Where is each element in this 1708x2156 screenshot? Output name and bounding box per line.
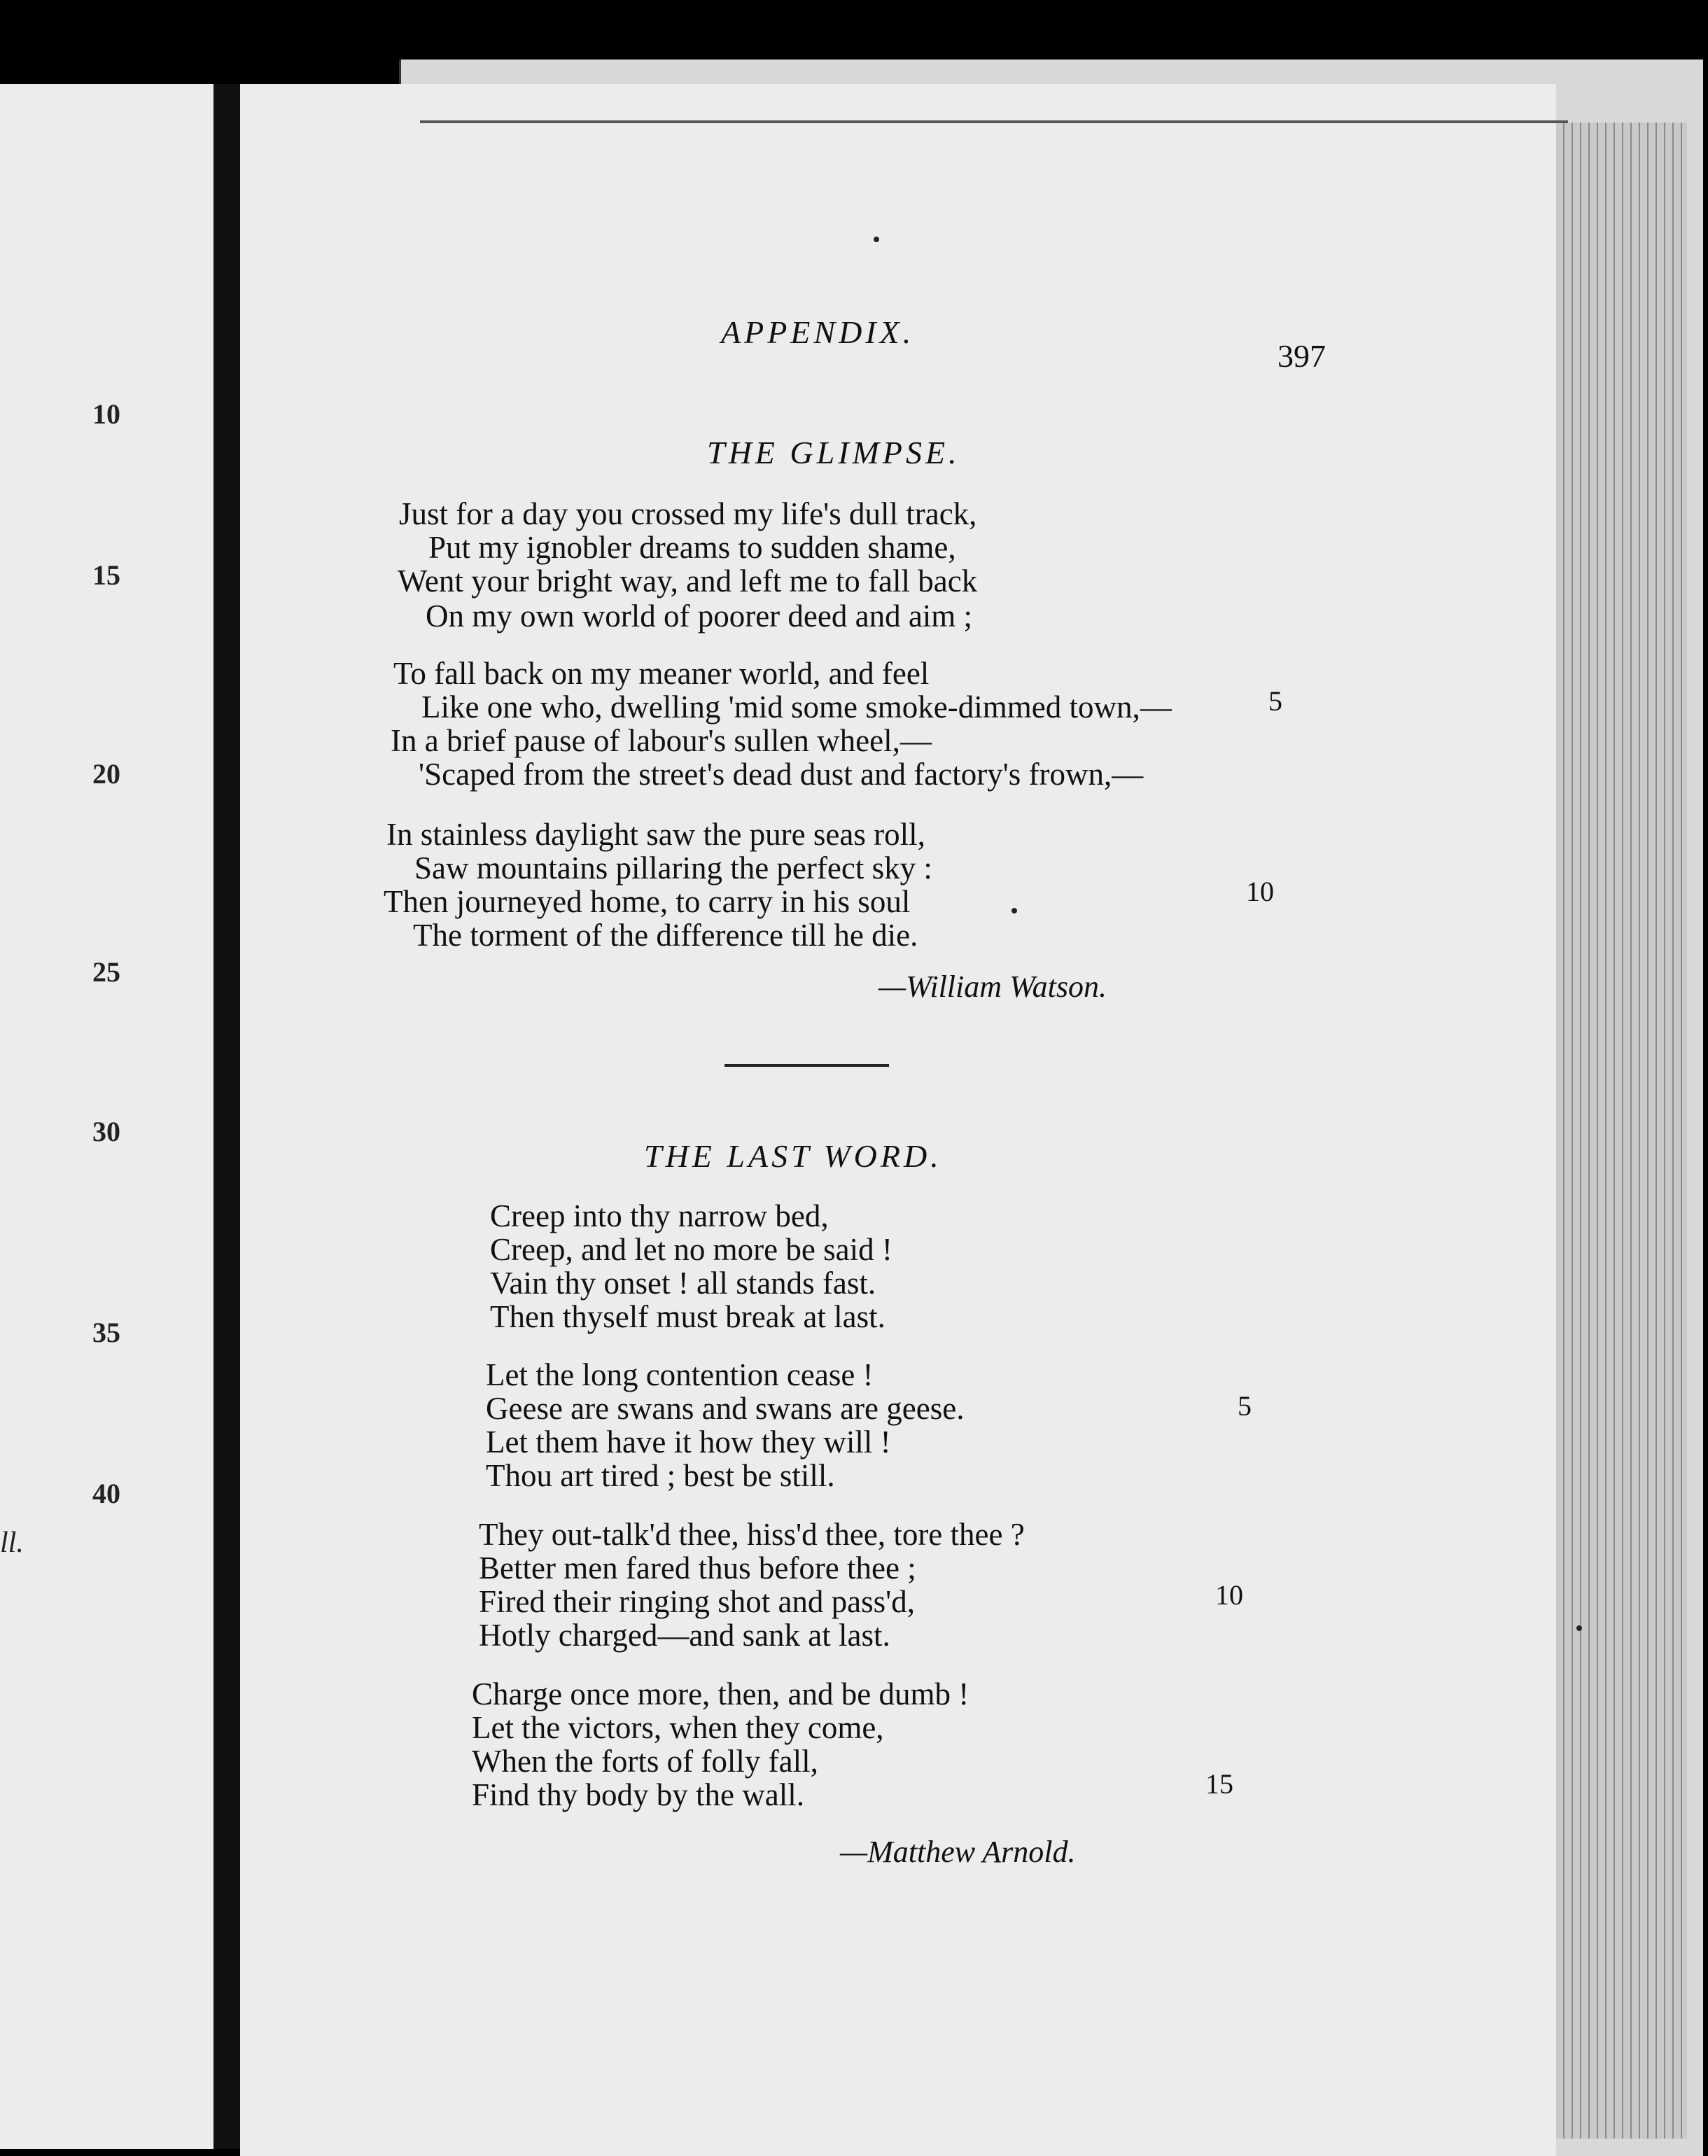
left-text-fragment: ll. <box>0 1527 24 1559</box>
poem-line: Let the long contention cease ! <box>486 1357 874 1392</box>
poem-line: Then thyself must break at last. <box>490 1299 886 1334</box>
poem-line: They out-talk'd thee, hiss'd thee, tore thee ? <box>479 1517 1025 1552</box>
left-line-number: 30 <box>92 1116 120 1147</box>
poem-line: Hotly charged—and sank at last. <box>479 1618 890 1653</box>
poem-line: Saw mountains pillaring the perfect sky : <box>414 850 932 886</box>
line-number: 10 <box>1246 876 1274 907</box>
poem-line: Just for a day you crossed my life's dull track, <box>399 496 977 531</box>
poem-line: Let them have it how they will ! <box>486 1424 891 1460</box>
poem-line: Creep into thy narrow bed, <box>490 1198 829 1233</box>
left-line-number: 35 <box>92 1317 120 1348</box>
poem-line: Went your bright way, and left me to fall back <box>398 564 978 598</box>
poem-title: THE LAST WORD. <box>644 1138 942 1174</box>
poem-line: Find thy body by the wall. <box>472 1777 804 1812</box>
line-number: 5 <box>1268 685 1282 717</box>
poem-line: Geese are swans and swans are geese. <box>486 1391 965 1426</box>
poem-line: In stainless daylight saw the pure seas roll, <box>386 817 925 852</box>
left-line-number: 25 <box>92 956 120 988</box>
poem-line: The torment of the difference till he die. <box>413 918 918 953</box>
poem-line: Like one who, dwelling 'mid some smoke-dimmed town,— <box>421 690 1172 724</box>
poem-line: In a brief pause of labour's sullen wheel,— <box>391 723 932 758</box>
poem-line: Creep, and let no more be said ! <box>490 1232 892 1267</box>
poem-line: On my own world of poorer deed and aim ; <box>426 598 973 634</box>
page-number: 397 <box>1278 338 1326 374</box>
poem-line: Put my ignobler dreams to sudden shame, <box>428 530 956 565</box>
left-line-number: 40 <box>92 1478 120 1509</box>
poem-line: To fall back on my meaner world, and feel <box>393 656 930 691</box>
poem-line: Then journeyed home, to carry in his soul <box>384 884 911 919</box>
left-line-number: 10 <box>92 398 120 430</box>
line-number: 10 <box>1215 1579 1243 1611</box>
poem-line: Let the victors, when they come, <box>472 1710 884 1745</box>
poem-title: THE GLIMPSE. <box>707 435 960 470</box>
book-gutter <box>214 84 240 2149</box>
left-line-number: 15 <box>92 559 120 591</box>
poem-line: Fired their ringing shot and pass'd, <box>479 1584 916 1619</box>
poem-line: Thou art tired ; best be still. <box>486 1458 835 1493</box>
poem-line: Vain thy onset ! all stands fast. <box>490 1266 876 1301</box>
poem-line: Charge once more, then, and be dumb ! <box>472 1676 969 1712</box>
poem-line: 'Scaped from the street's dead dust and factory's frown,— <box>419 757 1144 792</box>
running-head: APPENDIX. <box>721 314 915 350</box>
left-line-number: 20 <box>92 758 120 790</box>
scan-speck <box>1011 908 1017 913</box>
poem-author: —William Watson. <box>878 969 1107 1004</box>
scan-speck <box>1576 1625 1582 1631</box>
poem-line: Better men fared thus before thee ; <box>479 1550 916 1586</box>
line-number: 5 <box>1238 1390 1252 1422</box>
section-divider <box>724 1064 889 1067</box>
page-top-rule <box>420 120 1568 123</box>
poem-author: —Matthew Arnold. <box>840 1835 1076 1869</box>
line-number: 15 <box>1205 1768 1233 1800</box>
poem-line: When the forts of folly fall, <box>472 1744 818 1779</box>
scan-speck <box>874 237 879 242</box>
